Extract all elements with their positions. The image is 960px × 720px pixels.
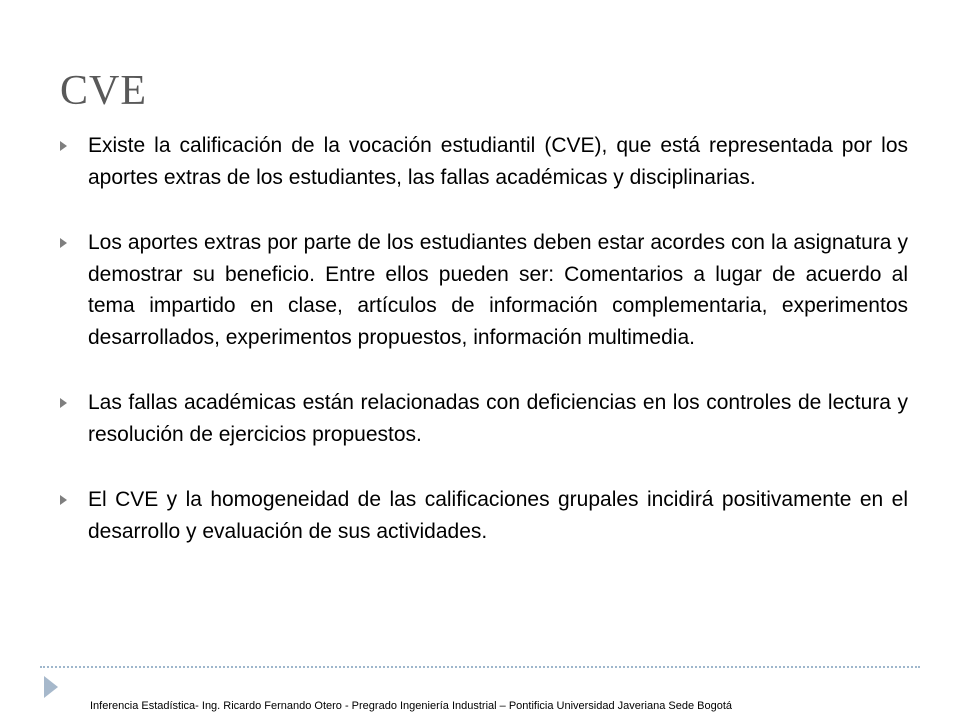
slide-footer: Inferencia Estadística- Ing. Ricardo Fernando Otero - Pregrado Ingeniería Industrial – Pontificia Universidad Javeriana Sede Bogotá [90, 700, 733, 712]
bullet-item [60, 227, 908, 353]
slide-title: CVE [60, 68, 147, 114]
footer-triangle-icon [44, 676, 58, 698]
bullet-text: Existe la calificación de la vocación estudiantil (CVE), que está representada por los aportes extras de los estudiantes, las fallas académicas y disciplinarias. [88, 134, 908, 189]
footer-divider [40, 666, 920, 668]
bullet-triangle-icon [60, 398, 67, 408]
bullet-triangle-icon [60, 238, 67, 248]
bullet-text: Los aportes extras por parte de los estudiantes deben estar acordes con la asignatura y demostrar su beneficio. Entre ellos pueden ser: Comentarios a lugar de acuerdo al tema impartido en clase, artículos de información complementaria, experimentos desarrollados, experimentos propuestos, información multimedia. [88, 231, 908, 349]
bullet-text: Las fallas académicas están relacionadas con deficiencias en los controles de lectura y resolución de ejercicios propuestos. [88, 391, 908, 446]
bullet-triangle-icon [60, 141, 67, 151]
bullet-item [60, 387, 908, 450]
bullet-triangle-icon [60, 495, 67, 505]
bullet-list [60, 130, 908, 581]
bullet-item [60, 130, 908, 193]
bullet-text: El CVE y la homogeneidad de las calificaciones grupales incidirá positivamente en el desarrollo y evaluación de sus actividades. [88, 488, 908, 543]
bullet-item [60, 484, 908, 547]
